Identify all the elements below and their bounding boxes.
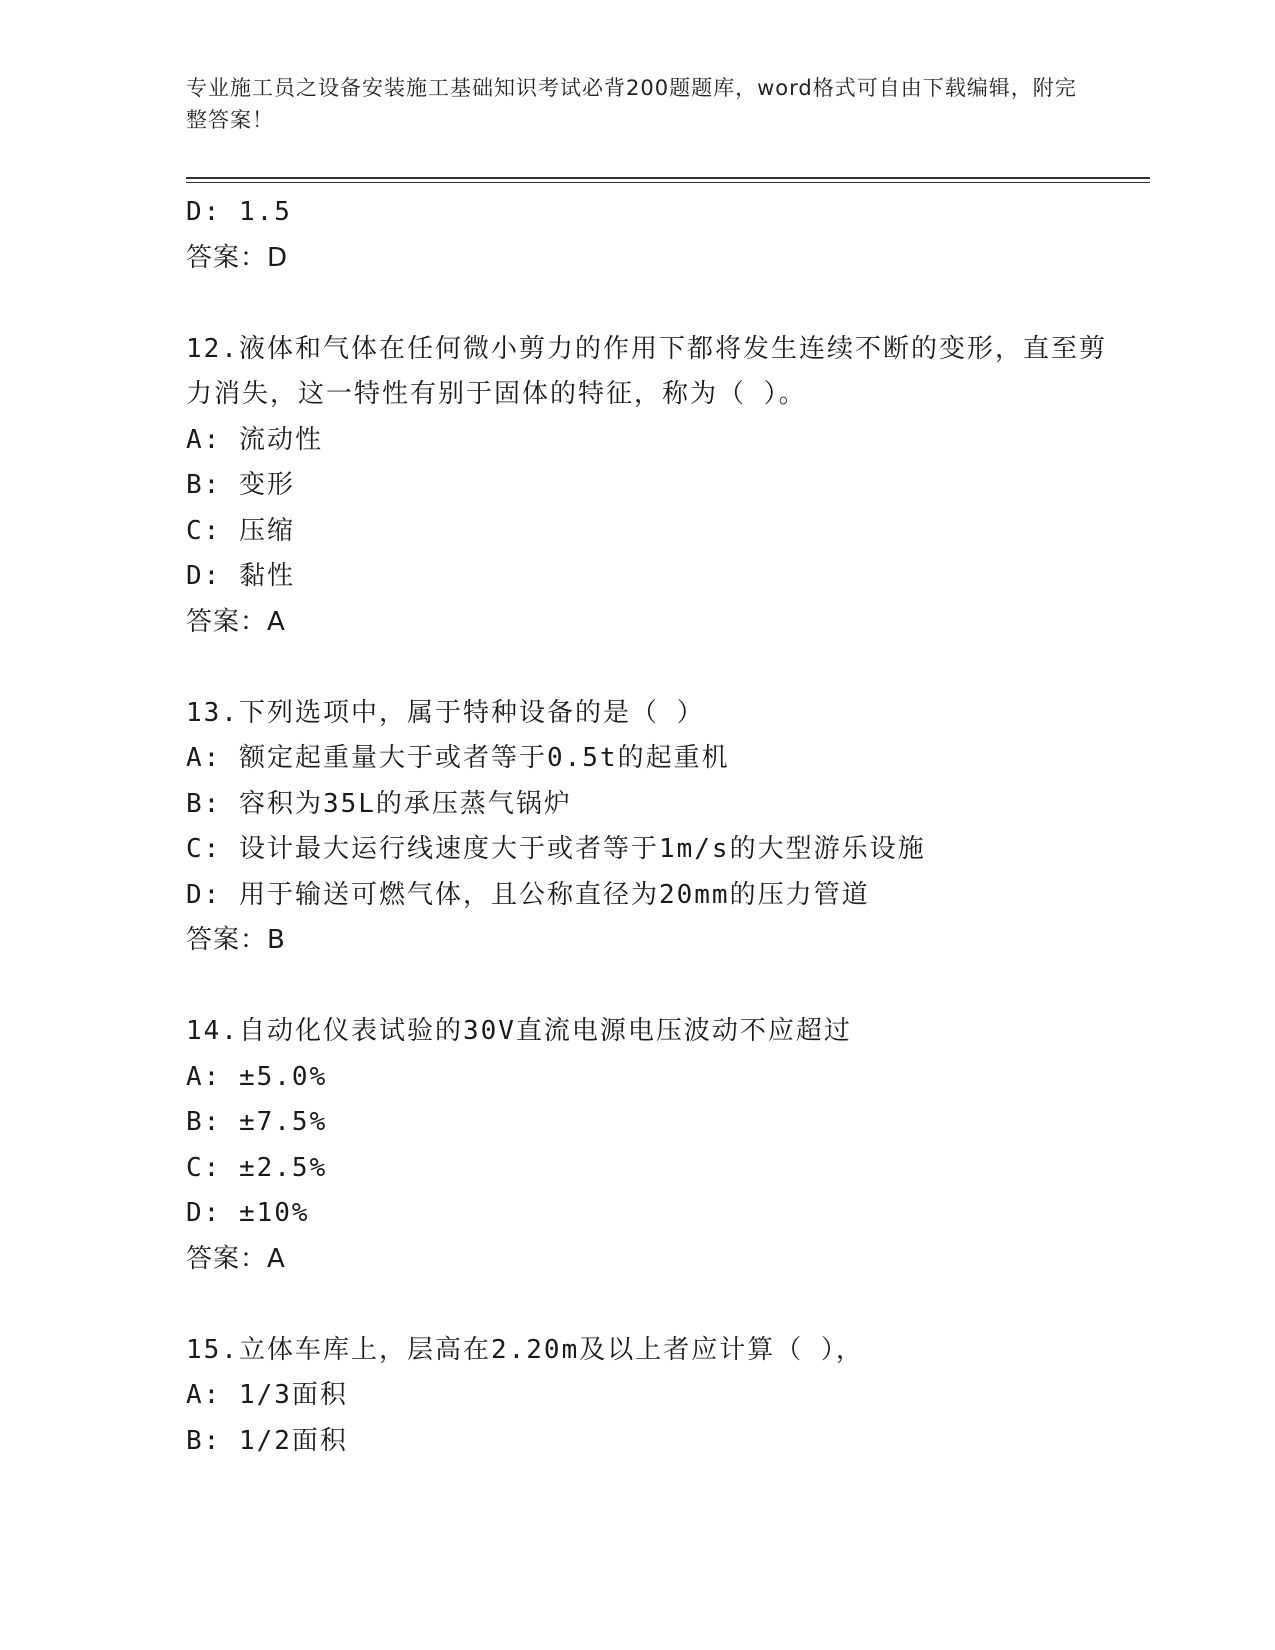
question-option-c: C: 压缩 [186,515,295,546]
question-list [186,190,1116,1464]
spacer [186,645,1116,691]
question-option-b: B: ±7.5% [186,1107,328,1137]
question-option-c: C: ±2.5% [186,1152,328,1183]
question-option-a: A: 1/3面积 [186,1380,348,1410]
question-option-b: B: 变形 [186,470,295,500]
question-option-c: C: 设计最大运行线速度大于或者等于1m/s的大型游乐设施 [186,834,926,864]
question-option-d: D: ±10% [186,1198,310,1228]
spacer [186,281,1116,327]
document-header [186,72,1086,136]
question-option-a: A: 额定起重量大于或者等于0.5t的起重机 [186,743,730,773]
header-divider-thin [186,182,1150,183]
question-14 [186,1009,1116,1282]
question-15 [186,1328,1116,1465]
question-option-a: A: ±5.0% [186,1061,328,1092]
header-divider-thick [186,177,1150,179]
spacer [186,964,1116,1010]
question-option-b: B: 容积为35L的承压蒸气锅炉 [186,788,572,819]
question-stem: 15.立体车库上，层高在2.20m及以上者应计算（ ）， [186,1334,864,1365]
question-13 [186,691,1116,964]
question-option-b: B: 1/2面积 [186,1425,348,1456]
question-option-d: D: 黏性 [186,561,295,591]
question-option-a: A: 流动性 [186,424,323,455]
question-11-answer: 答案：D [186,242,289,273]
question-stem: 12.液体和气体在任何微小剪力的作用下都将发生连续不断的变形，直至剪力消失，这一特性有别于固体的特征，称为（ ）。 [186,333,1107,409]
question-11-option-d: D: 1.5 [186,197,292,227]
question-answer: 答案：A [186,1243,286,1274]
question-12 [186,327,1116,646]
spacer [186,1282,1116,1328]
question-option-d: D: 用于输送可燃气体，且公称直径为20mm的压力管道 [186,879,870,910]
question-stem: 14.自动化仪表试验的30V直流电源电压波动不应超过 [186,1016,852,1046]
question-stem: 13.下列选项中，属于特种设备的是（ ） [186,697,705,728]
question-answer: 答案：B [186,925,286,955]
question-answer: 答案：A [186,606,286,637]
document-title: 专业施工员之设备安装施工基础知识考试必背200题题库，word格式可自由下载编辑，附完整答案！ [186,76,1077,132]
